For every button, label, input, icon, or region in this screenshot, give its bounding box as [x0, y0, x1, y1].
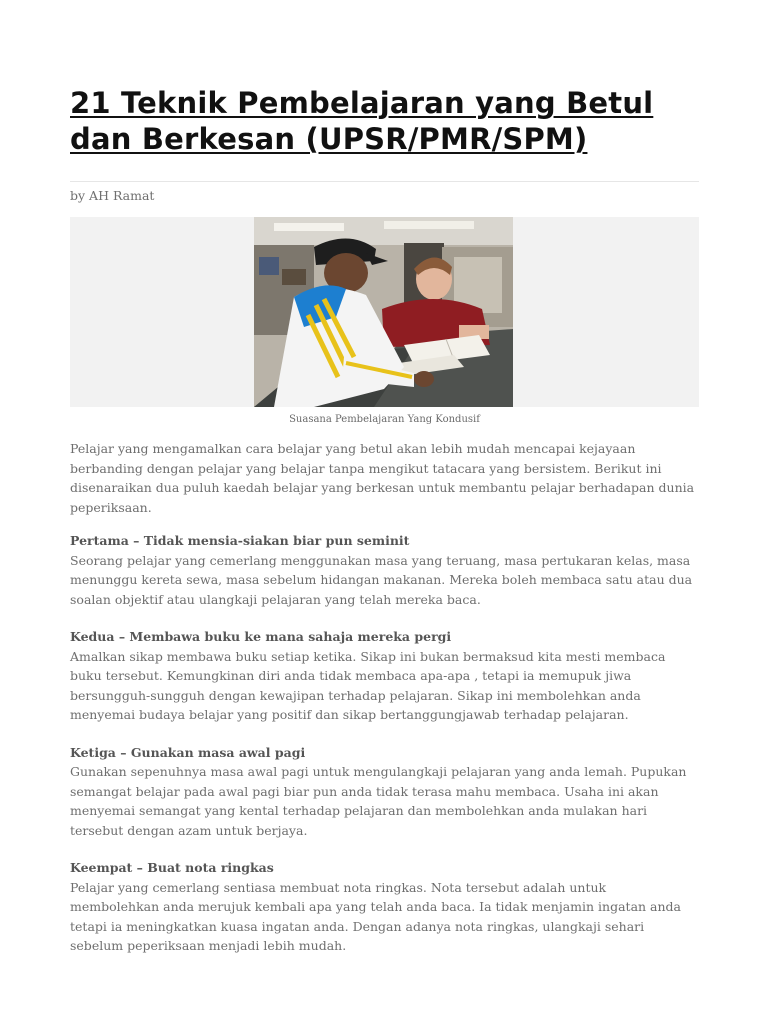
section-heading: Ketiga – Gunakan masa awal pagi — [70, 744, 306, 760]
article — [70, 85, 699, 956]
section-heading: Pertama – Tidak mensia-siakan biar pun seminit — [70, 533, 410, 548]
article-title: 21 Teknik Pembelajaran yang Betul dan Berkesan (UPSR/PMR/SPM) — [70, 86, 654, 156]
image-caption: Suasana Pembelajaran Yang Kondusif — [289, 414, 480, 425]
byline: by AH Ramat — [70, 188, 155, 203]
section-heading: Keempat – Buat nota ringkas — [70, 860, 274, 875]
intro-paragraph: Pelajar yang mengamalkan cara belajar yang betul akan lebih mudah mencapai kejayaan berbanding dengan pelajar yang belajar tanpa mengikut tatacara yang bersistem. Berikut ini disenaraikan dua puluh kaedah belajar yang berkesan untuk membantu pelajar berhadapan dunia peperiksaan. — [70, 441, 695, 515]
study-photo — [254, 217, 513, 407]
section-2 — [70, 627, 699, 725]
section-body: Seorang pelajar yang cemerlang menggunakan masa yang teruang, masa pertukaran kelas, masa menunggu kereta sewa, masa sebelum hidangan makanan. Mereka boleh membaca satu atau dua soalan objektif atau ulangkaji pelajaran yang telah mereka baca. — [70, 552, 693, 607]
section-1 — [70, 531, 699, 609]
title-divider — [70, 181, 699, 182]
figure — [70, 217, 699, 407]
section-heading: Kedua – Membawa buku ke mana sahaja mereka pergi — [70, 629, 452, 644]
section-4 — [70, 858, 699, 956]
section-body: Pelajar yang cemerlang sentiasa membuat nota ringkas. Nota tersebut adalah untuk membolehkan anda merujuk kembali apa yang telah anda baca. Ia tidak menjamin ingatan anda tetapi ia meningkatkan kuasa ingatan anda. Dengan adanya nota ringkas, ulangkaji sehari sebelum peperiksaan menjadi lebih mudah. — [70, 879, 682, 953]
section-body: Amalkan sikap membawa buku setiap ketika. Sikap ini bukan bermaksud kita mesti membaca buku tersebut. Kemungkinan diri anda tidak membaca apa-apa , tetapi ia memupuk jiwa bersungguh-sungguh dengan kewajipan terhadap pelajaran. Sikap ini membolehkan anda menyemai budaya belajar yang positif dan sikap bertanggungjawab terhadap pelajaran. — [70, 648, 666, 722]
section-body: Gunakan sepenuhnya masa awal pagi untuk mengulangkaji pelajaran yang anda lemah. Pupukan semangat belajar pada awal pagi biar pun anda tidak terasa mahu membaca. Usaha ini akan menyemai semangat yang kental terhadap pelajaran dan membolehkan anda mulakan hari tersebut dengan azam untuk berjaya. — [70, 764, 687, 838]
section-3 — [70, 743, 699, 841]
